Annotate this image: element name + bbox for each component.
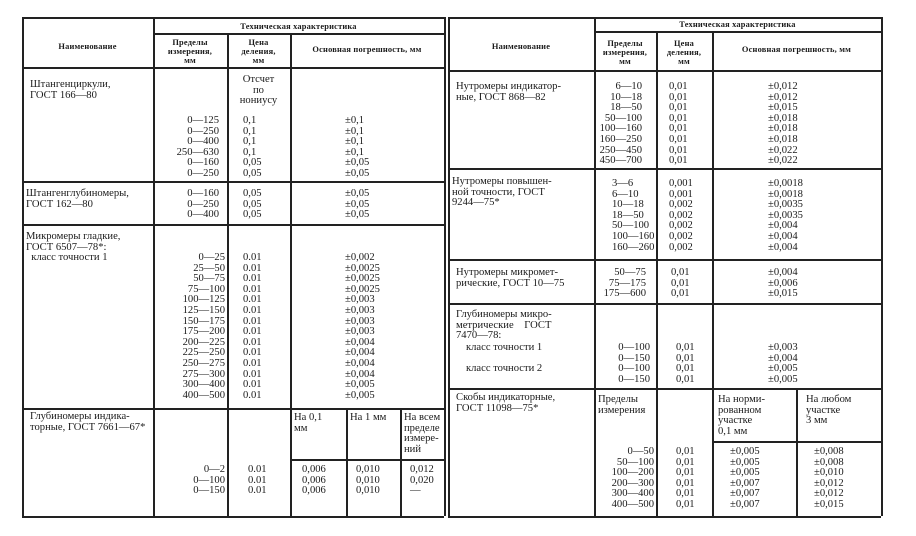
snap-gauges-err-any: ±0,008 ±0,008 ±0,010 ±0,012 ±0,012 ±0,015	[814, 446, 844, 510]
left-name-header: Наименование	[58, 42, 117, 51]
left-division-header: Цена деления, мм	[241, 38, 276, 65]
bore-gauges-errors: ±0,012 ±0,012 ±0,015 ±0,018 ±0,018 ±0,018 ±0,022 ±0,022	[768, 81, 798, 167]
micrometers-errors: ±0,002 ±0,0025 ±0,0025 ±0,0025 ±0,003 ±0,003 ±0,003 ±0,003 ±0,004 ±0,004 ±0,004 ±0,004 ±0,005 ±0,005	[345, 252, 380, 401]
calipers-ranges: 0—125 0—250 0—400 250—630 0—160 0—250	[176, 115, 219, 179]
right-table-bottom-border	[448, 516, 881, 518]
left-col-divider-3	[290, 33, 292, 516]
right-row-rule-1	[448, 168, 881, 170]
depth-calipers-ranges: 0—160 0—250 0—400	[187, 188, 219, 221]
right-division-header: Цена деления, мм	[666, 39, 702, 66]
right-sub-divider	[796, 388, 798, 516]
depth-calipers-divisions: 0,05 0,05 0,05	[243, 188, 262, 221]
right-header-bottom-rule	[448, 70, 881, 72]
left-row-rule-3	[22, 408, 444, 410]
left-sub-divider-2	[400, 408, 402, 516]
calipers-errors: ±0,1 ±0,1 ±0,1 ±0,1 ±0,05 ±0,05	[345, 115, 370, 179]
micrometric-depth-divisions: 0,01 0,01 0,01 0,01	[676, 342, 695, 385]
row-name-calipers: Штангенциркули, ГОСТ 166—80	[30, 79, 111, 101]
row-name-indicator-snap-gauges: Скобы индикаторные, ГОСТ 11098—75*	[456, 392, 556, 414]
micrometric-bore-divisions: 0,01 0,01 0,01	[671, 267, 690, 300]
right-name-header: Наименование	[491, 42, 551, 51]
right-table-top-border	[448, 17, 881, 19]
right-col-divider-3	[712, 31, 714, 516]
left-table-right-border	[444, 17, 446, 516]
left-table-left-border	[22, 17, 24, 516]
precision-bore-errors: ±0,0018 ±0,0018 ±0,0035 ±0,0035 ±0,004 ±0,004 ±0,004	[768, 178, 803, 253]
accuracy-class-1-label: класс точности 1	[466, 342, 543, 353]
left-limits-header: Пределы измерения, мм	[167, 38, 213, 65]
micrometric-depth-errors: ±0,003 ±0,004 ±0,005 ±0,005	[768, 342, 798, 385]
micrometric-depth-ranges: 0—100 0—150 0—100 0—150	[618, 342, 650, 385]
snap-gauges-divisions: 0,01 0,01 0,01 0,01 0,01 0,01	[676, 446, 695, 510]
accuracy-class-2-label: класс точности 2	[466, 363, 543, 374]
right-col-divider-2	[656, 31, 658, 516]
precision-bore-ranges: 3—6 6—10 10—18 18—50 50—100 100—160 160—260	[612, 178, 655, 253]
left-header-bottom-rule	[22, 67, 444, 69]
left-group-header-rule	[153, 33, 444, 35]
depth-calipers-errors: ±0,05 ±0,05 ±0,05	[345, 188, 370, 221]
indicator-depth-err-full: 0,012 0,020 —	[410, 464, 434, 497]
indicator-depth-ranges: 0—2 0—100 0—150	[193, 464, 225, 497]
micrometers-divisions: 0.01 0.01 0.01 0.01 0.01 0.01 0.01 0.01 0.01 0.01 0.01 0.01 0.01 0.01	[243, 252, 262, 401]
indicator-depth-err-0-1: 0,006 0,006 0,006	[302, 464, 326, 497]
row-name-micrometers: Микромеры гладкие, ГОСТ 6507—78*: класс точности 1	[26, 231, 121, 263]
bore-gauges-ranges: 6—10 10—18 18—50 50—100 100—160 160—250 250—450 450—700	[599, 81, 642, 167]
right-row-rule-2	[448, 259, 881, 261]
subheader-full-range: На всем пределе измере- ний	[404, 412, 441, 455]
precision-bore-divisions: 0,001 0,001 0,002 0,002 0,002 0,002 0,002	[669, 178, 693, 253]
row-name-micrometric-bore-gauges: Нутромеры микромет- рические, ГОСТ 10—75	[456, 267, 565, 289]
left-group-header: Техническая характеристика	[240, 22, 357, 31]
right-row-rule-4	[448, 388, 881, 390]
subheader-normalized-section: На норми- рованном участке 0,1 мм	[718, 394, 766, 437]
left-error-header: Основная погрешность, мм	[312, 45, 422, 54]
subheader-per-0-1-mm: На 0,1 мм	[294, 412, 323, 434]
row-name-depth-calipers: Штангенглубиномеры, ГОСТ 162—80	[26, 188, 129, 210]
right-error-header: Основная погрешность, мм	[741, 45, 852, 54]
left-table-top-border	[22, 17, 444, 19]
right-group-header-rule	[594, 31, 881, 33]
row-name-micrometric-depth-gauges: Глубиномеры микро- метрические ГОСТ 7470—78:	[456, 309, 552, 341]
micrometric-bore-ranges: 50—75 75—175 175—600	[603, 267, 646, 300]
row-name-indicator-bore-gauges: Нутромеры индикатор- ные, ГОСТ 868—82	[456, 81, 561, 103]
micrometric-bore-errors: ±0,004 ±0,006 ±0,015	[768, 267, 798, 300]
right-row-rule-3	[448, 303, 881, 305]
right-table-left-border	[448, 17, 450, 516]
row-name-indicator-depth-gauges: Глубиномеры индика- торные, ГОСТ 7661—67*	[30, 411, 146, 433]
snap-gauges-limits-subheader: Пределы измерения	[598, 394, 646, 416]
left-row-rule-1	[22, 181, 444, 183]
bore-gauges-divisions: 0,01 0,01 0,01 0,01 0,01 0,01 0,01 0,01	[669, 81, 688, 167]
right-group-header: Техническая характеристика	[679, 20, 796, 29]
right-table-right-border	[881, 17, 883, 516]
indicator-depth-divisions: 0.01 0.01 0.01	[248, 464, 267, 497]
right-limits-header: Пределы измерения, мм	[602, 39, 648, 66]
subheader-per-1-mm: На 1 мм	[350, 412, 387, 423]
snap-gauges-err-normalized: ±0,005 ±0,005 ±0,005 ±0,007 ±0,007 ±0,007	[730, 446, 760, 510]
left-table-bottom-border	[22, 516, 444, 518]
left-sub-divider-1	[346, 408, 348, 516]
snap-gauges-ranges: 0—50 50—100 100—200 200—300 300—400 400—500	[611, 446, 654, 510]
row-name-precision-bore-gauges: Нутромеры повышен- ной точности, ГОСТ 9244—75*	[452, 176, 552, 208]
vernier-reading-note: Отсчет по нониусу	[239, 74, 278, 106]
left-subheader-rule	[290, 459, 444, 461]
subheader-any-section: На любом участке 3 мм	[806, 394, 852, 426]
micrometers-ranges: 0—25 25—50 50—75 75—100 100—125 125—150 150—175 175—200 200—225 225—250 250—275 275—300 300—400 400—500	[182, 252, 225, 401]
indicator-depth-err-1: 0,010 0,010 0,010	[356, 464, 380, 497]
left-row-rule-2	[22, 224, 444, 226]
calipers-divisions: 0,1 0,1 0,1 0,1 0,05 0,05	[243, 115, 262, 179]
